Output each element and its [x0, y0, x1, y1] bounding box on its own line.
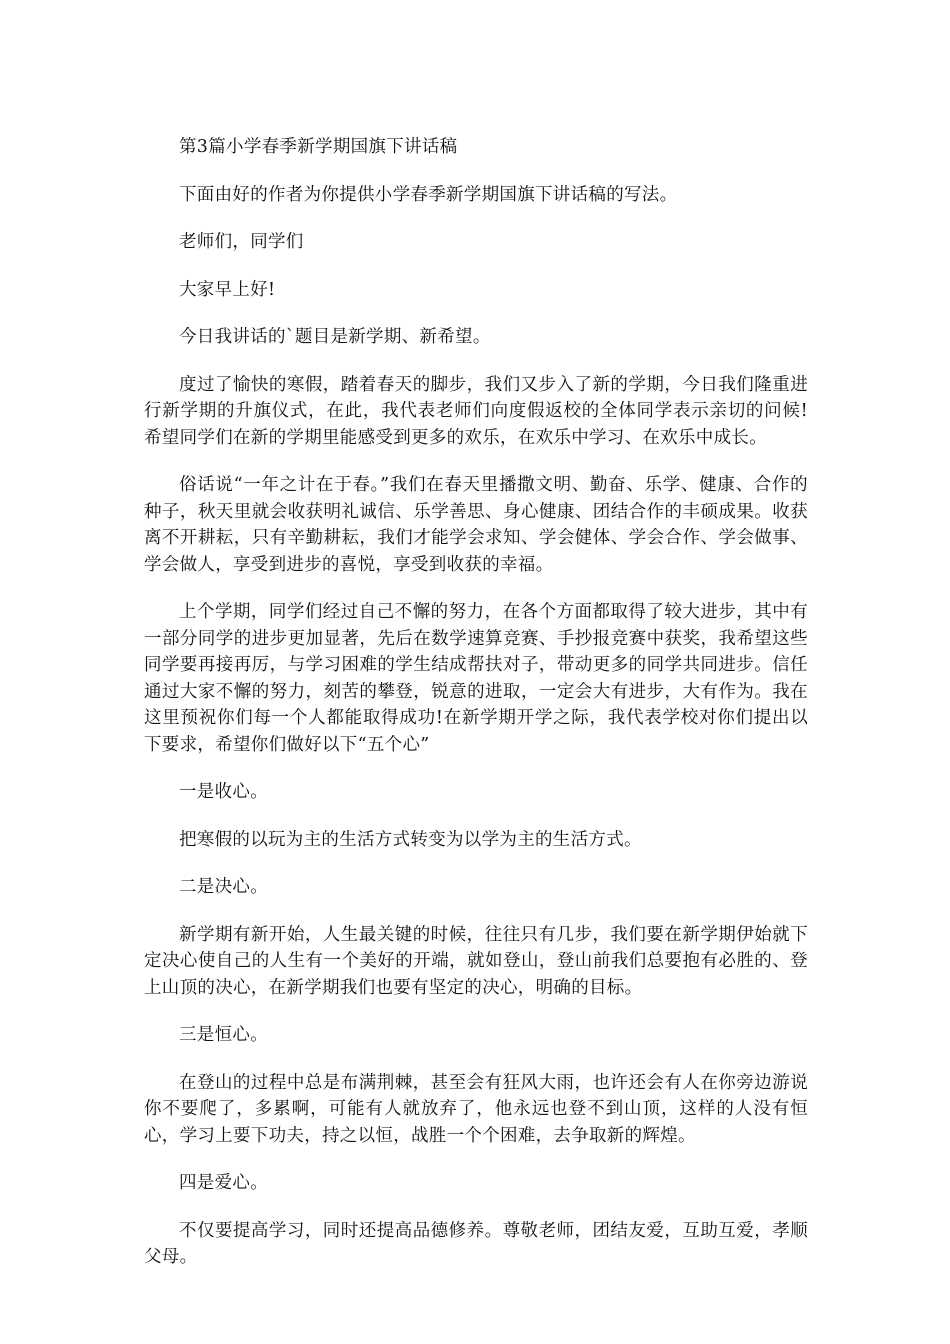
paragraph-intro: 下面由好的作者为你提供小学春季新学期国旗下讲话稿的写法。 [179, 184, 678, 205]
paragraph-greeting: 大家早上好! [179, 279, 276, 300]
heading-point-4: 四是爱心。 [179, 1173, 268, 1193]
heading-point-3: 三是恒心。 [179, 1025, 268, 1045]
paragraph-point-3: 在登山的过程中总是布满荆棘，甚至会有狂风大雨，也许还会有人在你旁边游说你不要爬了，多累啊，可能有人就放弃了，他永远也登不到山顶，这样的人没有恒心，学习上要下功夫，持之以恒，战胜一个个困难，去争取新的辉煌。 [144, 1072, 808, 1146]
paragraph-point-4: 不仅要提高学习，同时还提高品德修养。尊敬老师，团结友爱，互助互爱，孝顺父母。 [144, 1220, 808, 1267]
paragraph-proverb: 俗话说“一年之计在于春。”我们在春天里播撒文明、勤奋、乐学、健康、合作的种子，秋天里就会收获明礼诚信、乐学善思、身心健康、团结合作的丰硕成果。收获离不开耕耘，只有辛勤耕耘，我们才能学会求知、学会健体、学会合作、学会做事、学会做人，享受到进步的喜悦，享受到收获的幸福。 [144, 475, 808, 575]
paragraph-salutation: 老师们，同学们 [179, 232, 304, 252]
paragraph-point-2: 新学期有新开始，人生最关键的时候，往往只有几步，我们要在新学期伊始就下定决心使自己的人生有一个美好的开端，就如登山，登山前我们总要抱有必胜的、登上山顶的决心，在新学期我们也要有坚定的决心，明确的目标。 [144, 924, 808, 998]
document-body [144, 134, 808, 1292]
paragraph-last-semester: 上个学期，同学们经过自己不懈的努力，在各个方面都取得了较大进步，其中有一部分同学的进步更加显著，先后在数学速算竞赛、手抄报竞赛中获奖，我希望这些同学要再接再厉，与学习困难的学生结成帮扶对子，带动更多的同学共同进步。信任通过大家不懈的努力，刻苦的攀登，锐意的进取，一定会大有进步，大有作为。我在这里预祝你们每一个人都能取得成功!在新学期开学之际，我代表学校对你们提出以下要求，希望你们做好以下“五个心” [144, 602, 808, 755]
document-title: 第3篇小学春季新学期国旗下讲话稿 [179, 137, 458, 157]
heading-point-2: 二是决心。 [179, 877, 268, 897]
paragraph-opening: 度过了愉快的寒假，踏着春天的脚步，我们又步入了新的学期，今日我们隆重进行新学期的升旗仪式，在此，我代表老师们向度假返校的全体同学表示亲切的问候!希望同学们在新的学期里能感受到更多的欢乐，在欢乐中学习、在欢乐中成长。 [144, 374, 808, 448]
heading-point-1: 一是收心。 [179, 782, 268, 802]
paragraph-point-1: 把寒假的以玩为主的生活方式转变为以学为主的生活方式。 [179, 829, 642, 850]
paragraph-topic: 今日我讲话的`题目是新学期、新希望。 [179, 327, 491, 347]
